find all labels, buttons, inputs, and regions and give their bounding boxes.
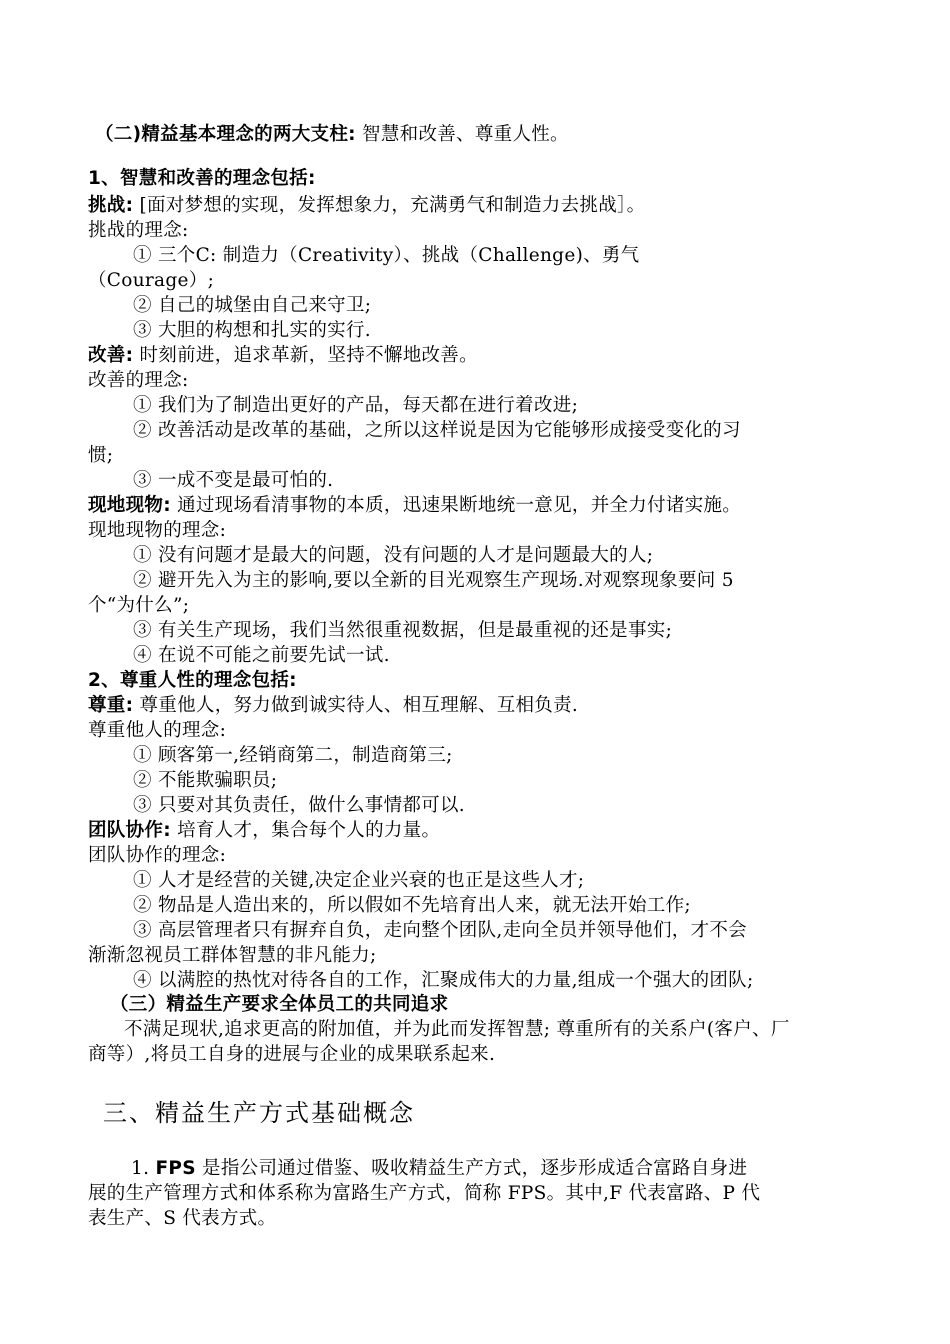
fps-paragraph-line: 表生产、S 代表方式。 (88, 1208, 277, 1229)
genchi-definition: 现地现物: 通过现场看清事物的本质，迅速果断地统一意见，并全力付诸实施。 (88, 495, 742, 516)
list-item: ④ 在说不可能之前要先试一试. (133, 645, 390, 666)
challenge-ideas-label: 挑战的理念: (88, 220, 189, 241)
list-item: ② 避开先入为主的影响,要以全新的目光观察生产现场.对观察现象要问 5 (133, 570, 734, 591)
paragraph-line: 商等）,将员工自身的进展与企业的成果联系起来. (88, 1044, 496, 1065)
section-heading-pillars: （二)精益基本理念的两大支柱: 智慧和改善、尊重人性。 (95, 124, 569, 145)
list-item-continuation: 惯; (88, 445, 114, 466)
list-item: ③ 高层管理者只有摒弃自负，走向整个团队,走向全员并领导他们，才不会 (133, 920, 747, 941)
list-item-continuation: 个“为什么”; (88, 595, 190, 616)
list-item: ③ 大胆的构想和扎实的实行. (133, 320, 371, 341)
list-item: ② 物品是人造出来的，所以假如不先培育出人来，就无法开始工作; (133, 895, 691, 916)
list-item: ④ 以满腔的热忱对待各自的工作，汇聚成伟大的力量,组成一个强大的团队; (133, 970, 754, 991)
list-item: ① 三个C: 制造力（Creativity）、挑战（Challenge)、勇气 (133, 245, 640, 266)
list-item: ③ 一成不变是最可怕的. (133, 470, 334, 491)
kaizen-ideas-label: 改善的理念: (88, 370, 189, 391)
teamwork-ideas-label: 团队协作的理念: (88, 845, 227, 866)
fps-paragraph-line: 展的生产管理方式和体系称为富路生产方式，简称 FPS。其中,F 代表富路、P 代 (88, 1183, 761, 1204)
list-item: ③ 有关生产现场，我们当然很重视数据，但是最重视的还是事实; (133, 620, 673, 641)
chapter-title: 三、精益生产方式基础概念 (103, 1099, 415, 1127)
list-item: ① 人才是经营的关键,决定企业兴衰的也正是这些人才; (133, 870, 585, 891)
section-heading-common-pursuit: （三）精益生产要求全体员工的共同追求 (110, 994, 449, 1015)
subheading-respect: 2、尊重人性的理念包括: (88, 670, 297, 691)
paragraph-line: 不满足现状,追求更高的附加值，并为此而发挥智慧; 尊重所有的关系户(客户、厂 (124, 1019, 790, 1040)
list-item: ③ 只要对其负责任，做什么事情都可以. (133, 795, 465, 816)
respect-definition: 尊重: 尊重他人，努力做到诚实待人、相互理解、互相负责. (88, 695, 579, 716)
list-item-continuation: 渐渐忽视员工群体智慧的非凡能力; (88, 945, 377, 966)
subheading-wisdom-kaizen: 1、智慧和改善的理念包括: (88, 168, 316, 189)
kaizen-definition: 改善: 时刻前进，追求革新，坚持不懈地改善。 (88, 345, 478, 366)
list-item: ① 顾客第一,经销商第二，制造商第三; (133, 745, 453, 766)
list-item: ② 不能欺骗职员; (133, 770, 278, 791)
genchi-ideas-label: 现地现物的理念: (88, 520, 227, 541)
list-item: ② 自己的城堡由自己来守卫; (133, 295, 372, 316)
challenge-definition: 挑战: [面对梦想的实现，发挥想象力，充满勇气和制造力去挑战］。 (88, 195, 646, 216)
list-item-continuation: （Courage）; (88, 270, 215, 291)
fps-paragraph-line: 1. FPS 是指公司通过借鉴、吸收精益生产方式，逐步形成适合富路自身进 (131, 1158, 748, 1179)
list-item: ① 我们为了制造出更好的产品，每天都在进行着改进; (133, 395, 579, 416)
list-item: ① 没有问题才是最大的问题，没有问题的人才是问题最大的人; (133, 545, 654, 566)
list-item: ② 改善活动是改革的基础，之所以这样说是因为它能够形成接受变化的习 (133, 420, 741, 441)
respect-ideas-label: 尊重他人的理念: (88, 720, 227, 741)
teamwork-definition: 团队协作: 培育人才，集合每个人的力量。 (88, 820, 441, 841)
